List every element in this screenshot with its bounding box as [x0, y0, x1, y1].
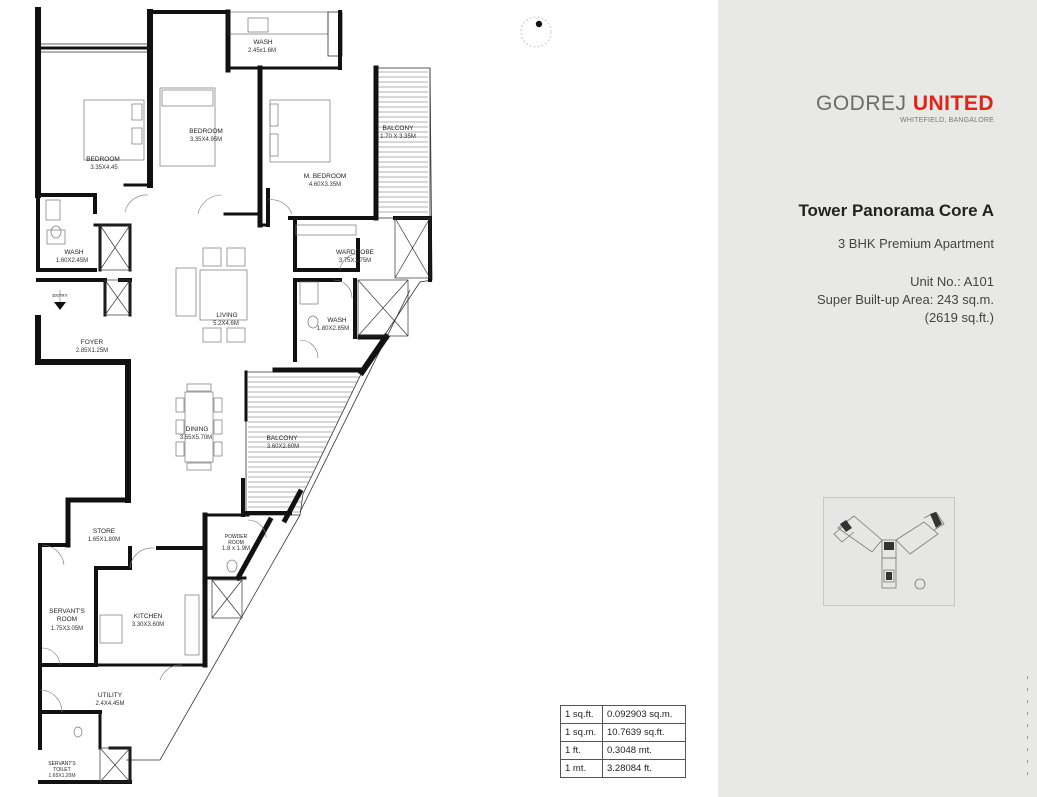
utility-dim: 2.4X4.45M	[95, 701, 125, 707]
wash-top-dim: 2.45x1.6M	[247, 48, 277, 54]
conversion-unit: 1 mt.	[561, 760, 603, 778]
balcony-hatch-main	[246, 372, 362, 515]
utility-label: UTILITY	[97, 692, 123, 699]
servants-room-label: SERVANT'S	[49, 608, 85, 615]
wash-top-label: WASH	[253, 39, 273, 46]
apartment-type: 3 BHK Premium Apartment	[837, 236, 994, 251]
servants-toilet-label-2: TOILET	[53, 767, 71, 773]
master-bedroom-label: M. BEDROOM	[303, 173, 347, 180]
conversion-unit: 1 sq.ft.	[561, 706, 603, 724]
store-dim: 1.65X1.80M	[87, 537, 121, 543]
table-row	[561, 724, 686, 742]
room-labels	[48, 39, 416, 779]
conversion-value: 0.092903 sq.m.	[603, 706, 686, 724]
powder-room-label: POWDER	[224, 534, 248, 540]
store-label: STORE	[92, 528, 116, 535]
entry-arrow-icon	[54, 302, 66, 310]
balcony-hatch-top	[376, 68, 430, 218]
table-row	[561, 760, 686, 778]
wardrobe-label: WARDROBE	[335, 249, 375, 256]
conversion-value: 10.7639 sq.ft.	[603, 724, 686, 742]
wash-mid-label: WASH	[327, 317, 347, 324]
bedroom-left-label: BEDROOM	[86, 156, 120, 163]
unit-info	[817, 273, 994, 327]
info-panel	[718, 0, 1037, 797]
brand-location: WHITEFIELD, BANGALORE	[899, 117, 994, 124]
tower-title: Tower Panorama Core A	[798, 201, 994, 220]
table-row	[561, 706, 686, 724]
unit-conversion-table	[560, 705, 686, 778]
conversion-value: 0.3048 mt.	[603, 742, 686, 760]
key-plan	[823, 497, 955, 606]
master-bedroom-dim: 4.60X3.35M	[308, 182, 342, 188]
living-dim: 5.2X4.6M	[213, 321, 239, 327]
powder-room-dim: 1.8 x 1.9M	[221, 546, 251, 552]
bedroom-mid-label: BEDROOM	[189, 128, 223, 135]
wash-mid-dim: 1.80X2.85M	[316, 326, 350, 332]
wash-left-label: WASH	[64, 249, 84, 256]
super-builtup-area: Super Built-up Area: 243 sq.m.	[816, 292, 994, 307]
dining-dim: 3.55X5.70M	[179, 435, 213, 441]
living-label: LIVING	[216, 312, 238, 319]
brand-name-light: GODREJ	[815, 92, 913, 115]
balcony-top-label: BALCONY	[382, 125, 414, 132]
wash-left-dim: 1.60X2.45M	[55, 258, 89, 264]
balcony-top-dim: 1.70 X 3.35M	[380, 134, 416, 140]
servants-room-label-2: ROOM	[56, 616, 78, 623]
foyer-dim: 2.85X1.25M	[75, 348, 109, 354]
super-builtup-area-sqft: (2619 sq.ft.)	[924, 310, 994, 325]
kitchen-label: KITCHEN	[133, 613, 163, 620]
bedroom-left-dim: 3.35X4.45	[90, 165, 118, 171]
servants-toilet-dim: 1.65X1.20M	[48, 773, 76, 779]
conversion-unit: 1 sq.m.	[561, 724, 603, 742]
foyer-label: FOYER	[80, 339, 104, 346]
brand-logo	[816, 92, 994, 124]
kitchen-dim: 3.30X3.60M	[131, 622, 165, 628]
walls	[38, 10, 430, 782]
conversion-unit: 1 ft.	[561, 742, 603, 760]
side-tick-marks	[1026, 676, 1029, 786]
wardrobe-dim: 3.75X1.75M	[338, 258, 372, 264]
brand-name-bold: UNITED	[912, 92, 994, 115]
key-plan-drawing	[824, 498, 954, 605]
dining-label: DINING	[185, 426, 209, 433]
servants-toilet-label: SERVANT'S	[48, 761, 76, 767]
table-row	[561, 742, 686, 760]
north-arrow-icon	[521, 17, 551, 47]
unit-number: Unit No.: A101	[910, 274, 994, 289]
balcony-main-dim: 3.60X2.60M	[266, 444, 300, 450]
entry-label: ENTRY	[52, 293, 68, 298]
powder-room-label-2: ROOM	[228, 540, 244, 546]
servants-room-dim: 1.75X3.05M	[50, 626, 84, 632]
bedroom-mid-dim: 3.35X4.95M	[189, 137, 223, 143]
conversion-value: 3.28084 ft.	[603, 760, 686, 778]
balcony-main-label: BALCONY	[266, 435, 298, 442]
